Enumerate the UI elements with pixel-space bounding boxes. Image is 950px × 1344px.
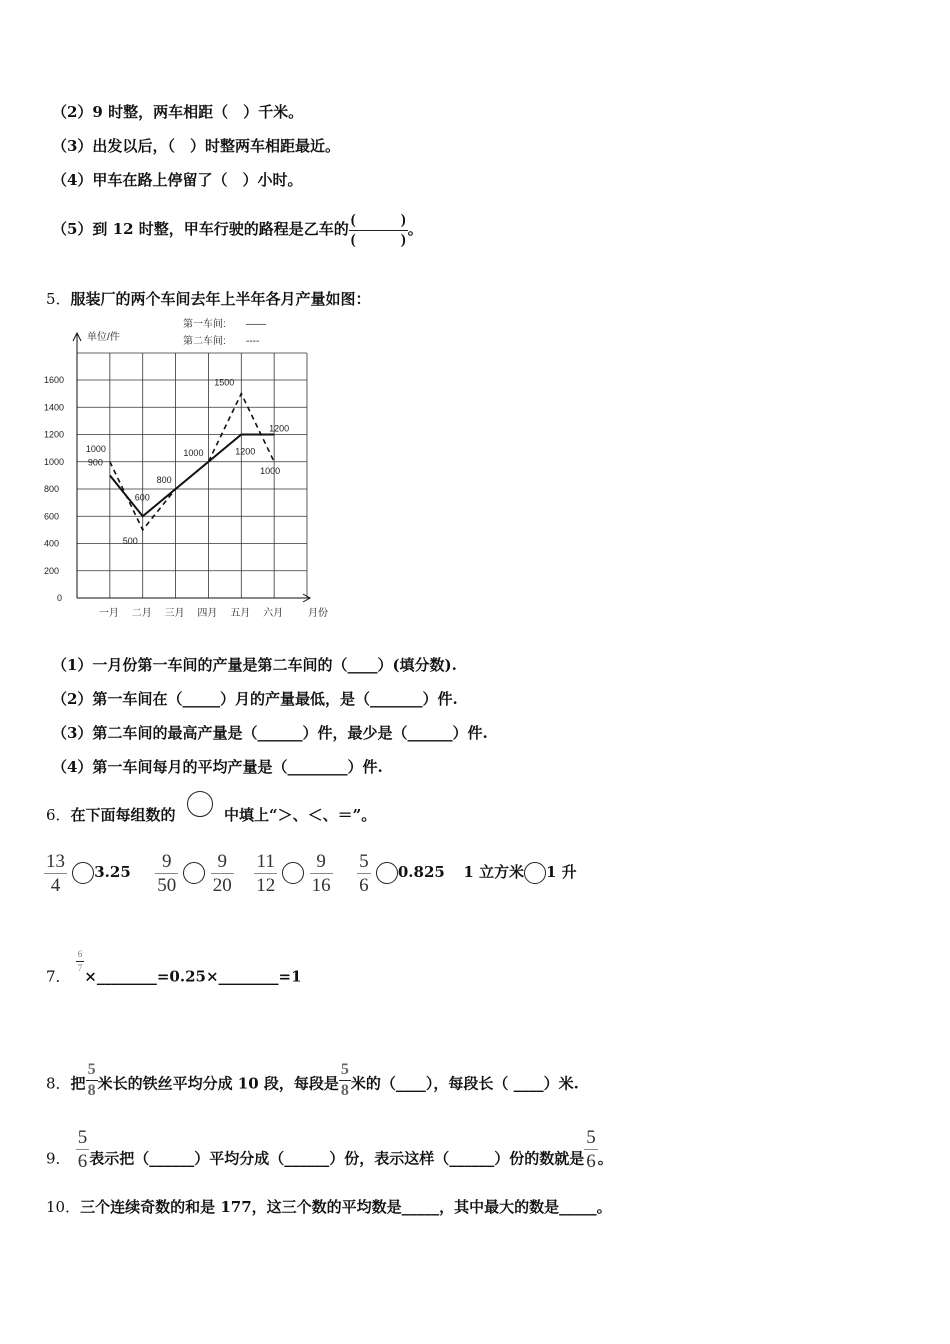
fraction-denominator: 4 xyxy=(50,874,61,896)
fraction-denominator: 6 xyxy=(77,1151,88,1172)
answer-circle[interactable] xyxy=(376,862,398,884)
q10 xyxy=(46,1197,612,1217)
y-tick-label: 1200 xyxy=(44,429,65,440)
chart-x-label: 月份 xyxy=(308,608,328,619)
fraction-denominator: 7 xyxy=(77,963,83,973)
fraction-5-6 xyxy=(584,1128,598,1171)
answer-circle[interactable] xyxy=(72,862,94,884)
fraction-numerator: 13 xyxy=(46,850,65,872)
fraction-denominator: 6 xyxy=(586,1151,596,1172)
fraction-numerator: 6 xyxy=(76,950,85,962)
fraction-5-6 xyxy=(76,1128,90,1171)
data-label: 1200 xyxy=(269,423,290,434)
x-tick-label: 二月 xyxy=(131,608,152,619)
fraction-numerator: 9 xyxy=(211,852,234,874)
legend-series-1-label: 第一车间: xyxy=(183,319,226,330)
q9 xyxy=(46,1127,613,1181)
y-tick-label: 0 xyxy=(57,593,63,603)
q5-sub3: （3）第二车间的最高产量是（______）件，最少是（______）件. xyxy=(52,724,488,742)
fraction-denominator: 12 xyxy=(256,874,276,896)
question-number: 8． xyxy=(46,1074,71,1093)
question-text-end: 。 xyxy=(597,1149,613,1168)
data-label: 1000 xyxy=(183,447,204,458)
question-number: 9． xyxy=(46,1149,71,1168)
chart-y-ticks xyxy=(44,375,64,603)
x-tick-label: 三月 xyxy=(164,608,185,619)
q4-sub4: （4）甲车在路上停留了（ ）小时。 xyxy=(52,171,303,189)
y-tick-label: 1000 xyxy=(44,456,65,467)
fraction-denominator: 8 xyxy=(340,1082,349,1099)
q7 xyxy=(46,949,302,989)
data-label: 1000 xyxy=(260,465,281,476)
q4-sub2: （2）9 时整，两车相距（ ）千米。 xyxy=(52,103,304,121)
chart-y-label: 单位/件 xyxy=(87,332,120,343)
fraction-5-8 xyxy=(86,1062,98,1099)
fraction-denominator: 8 xyxy=(87,1082,96,1099)
data-label: 1500 xyxy=(214,377,235,388)
data-label: 1000 xyxy=(85,443,106,454)
fraction-numerator: 5 xyxy=(77,1127,88,1148)
answer-circle[interactable] xyxy=(183,862,205,884)
y-tick-label: 600 xyxy=(44,511,60,522)
fraction-numerator: 9 xyxy=(310,852,333,874)
fraction-numerator: 5 xyxy=(359,850,369,872)
legend-series-2-swatch: ---- xyxy=(246,336,260,347)
data-label: 800 xyxy=(156,475,172,485)
question-number: 10． xyxy=(46,1198,81,1216)
fraction-denominator: 50 xyxy=(157,874,177,896)
data-label: 500 xyxy=(122,535,138,546)
data-label: 1200 xyxy=(235,446,256,457)
fraction-numerator: 5 xyxy=(86,1062,98,1081)
q4-sub5-suffix: 。 xyxy=(407,220,423,238)
question-number: 7． xyxy=(46,967,71,986)
fraction-denominator: 16 xyxy=(311,874,331,896)
comparison-circle-icon xyxy=(187,791,213,817)
question-number: 6． xyxy=(46,806,71,824)
question-number: 5． xyxy=(46,290,71,308)
q4-sub3: （3）出发以后，（ ）时整两车相距最近。 xyxy=(52,137,340,155)
y-tick-label: 200 xyxy=(44,565,60,576)
compare-value: 3.25 xyxy=(94,863,131,881)
fraction-9-16 xyxy=(310,852,333,895)
question-text: 在下面每组数的 xyxy=(70,806,176,824)
fraction-6-7 xyxy=(76,950,85,973)
q5-sub4: （4）第一车间每月的平均产量是（________）件. xyxy=(52,758,383,776)
fraction-13-4 xyxy=(44,852,67,895)
y-tick-label: 1600 xyxy=(44,375,65,385)
data-label: 600 xyxy=(134,492,150,503)
fraction-9-20 xyxy=(211,852,234,895)
question-text: ×________=0.25×________=1 xyxy=(84,967,302,986)
chart-x-ticks xyxy=(99,607,283,619)
y-tick-label: 800 xyxy=(44,484,60,494)
fraction-denominator: 6 xyxy=(359,874,369,896)
y-tick-label: 1400 xyxy=(44,402,65,413)
question-text: 三个连续奇数的和是 177，这三个数的平均数是_____，其中最大的数是_____。 xyxy=(80,1198,612,1216)
q8 xyxy=(46,1061,579,1103)
q4-sub5-fraction xyxy=(349,213,408,248)
production-line-chart xyxy=(40,315,340,625)
q4-sub5-prefix: （5）到 12 时整，甲车行驶的路程是乙车的 xyxy=(52,220,349,238)
fraction-numerator: 11 xyxy=(254,852,277,874)
question-text: 米的（____），每段长（ ____）米. xyxy=(350,1074,579,1093)
fraction-11-12 xyxy=(254,852,277,895)
fraction-9-50 xyxy=(155,852,178,895)
fraction-numerator: 5 xyxy=(339,1062,351,1081)
x-tick-label: 六月 xyxy=(263,608,284,619)
compare-value: 1 立方米 xyxy=(463,863,524,881)
y-tick-label: 400 xyxy=(44,538,60,549)
legend-series-2-label: 第二车间: xyxy=(183,336,226,347)
q6-stem xyxy=(46,803,376,829)
data-label: 900 xyxy=(87,457,103,468)
compare-value: 0.825 xyxy=(397,863,445,881)
answer-circle[interactable] xyxy=(282,862,304,884)
answer-circle[interactable] xyxy=(524,862,546,884)
question-text: 表示把（______）平均分成（______）份，表示这样（______）份的数就是 xyxy=(89,1149,585,1168)
question-text-suffix: 中填上“＞、＜、＝”。 xyxy=(224,806,377,824)
fraction-5-8 xyxy=(339,1062,351,1099)
q6-items xyxy=(44,848,577,896)
compare-value: 1 升 xyxy=(545,863,577,881)
fraction-numerator: 9 xyxy=(155,852,178,874)
q5-sub1: （1）一月份第一车间的产量是第二车间的（____）(填分数). xyxy=(52,656,457,674)
x-tick-label: 一月 xyxy=(98,608,119,619)
fraction-denominator: 20 xyxy=(212,874,232,896)
x-tick-label: 四月 xyxy=(197,608,218,619)
q4-sub5 xyxy=(52,206,423,252)
question-text: 服装厂的两个车间去年上半年各月产量如图： xyxy=(70,290,371,308)
legend-series-1-swatch: —— xyxy=(246,319,266,330)
fraction-5-6 xyxy=(357,852,371,895)
fraction-numerator: ( ) xyxy=(349,213,408,231)
x-tick-label: 五月 xyxy=(230,608,251,619)
question-text: 米长的铁丝平均分成 10 段，每段是 xyxy=(97,1074,339,1093)
fraction-numerator: 5 xyxy=(586,1127,596,1148)
q5-stem xyxy=(46,289,371,309)
q5-sub2: （2）第一车间在（_____）月的产量最低，是（_______）件. xyxy=(52,690,458,708)
question-text: 把 xyxy=(70,1074,86,1093)
fraction-denominator: ( ) xyxy=(350,231,406,248)
